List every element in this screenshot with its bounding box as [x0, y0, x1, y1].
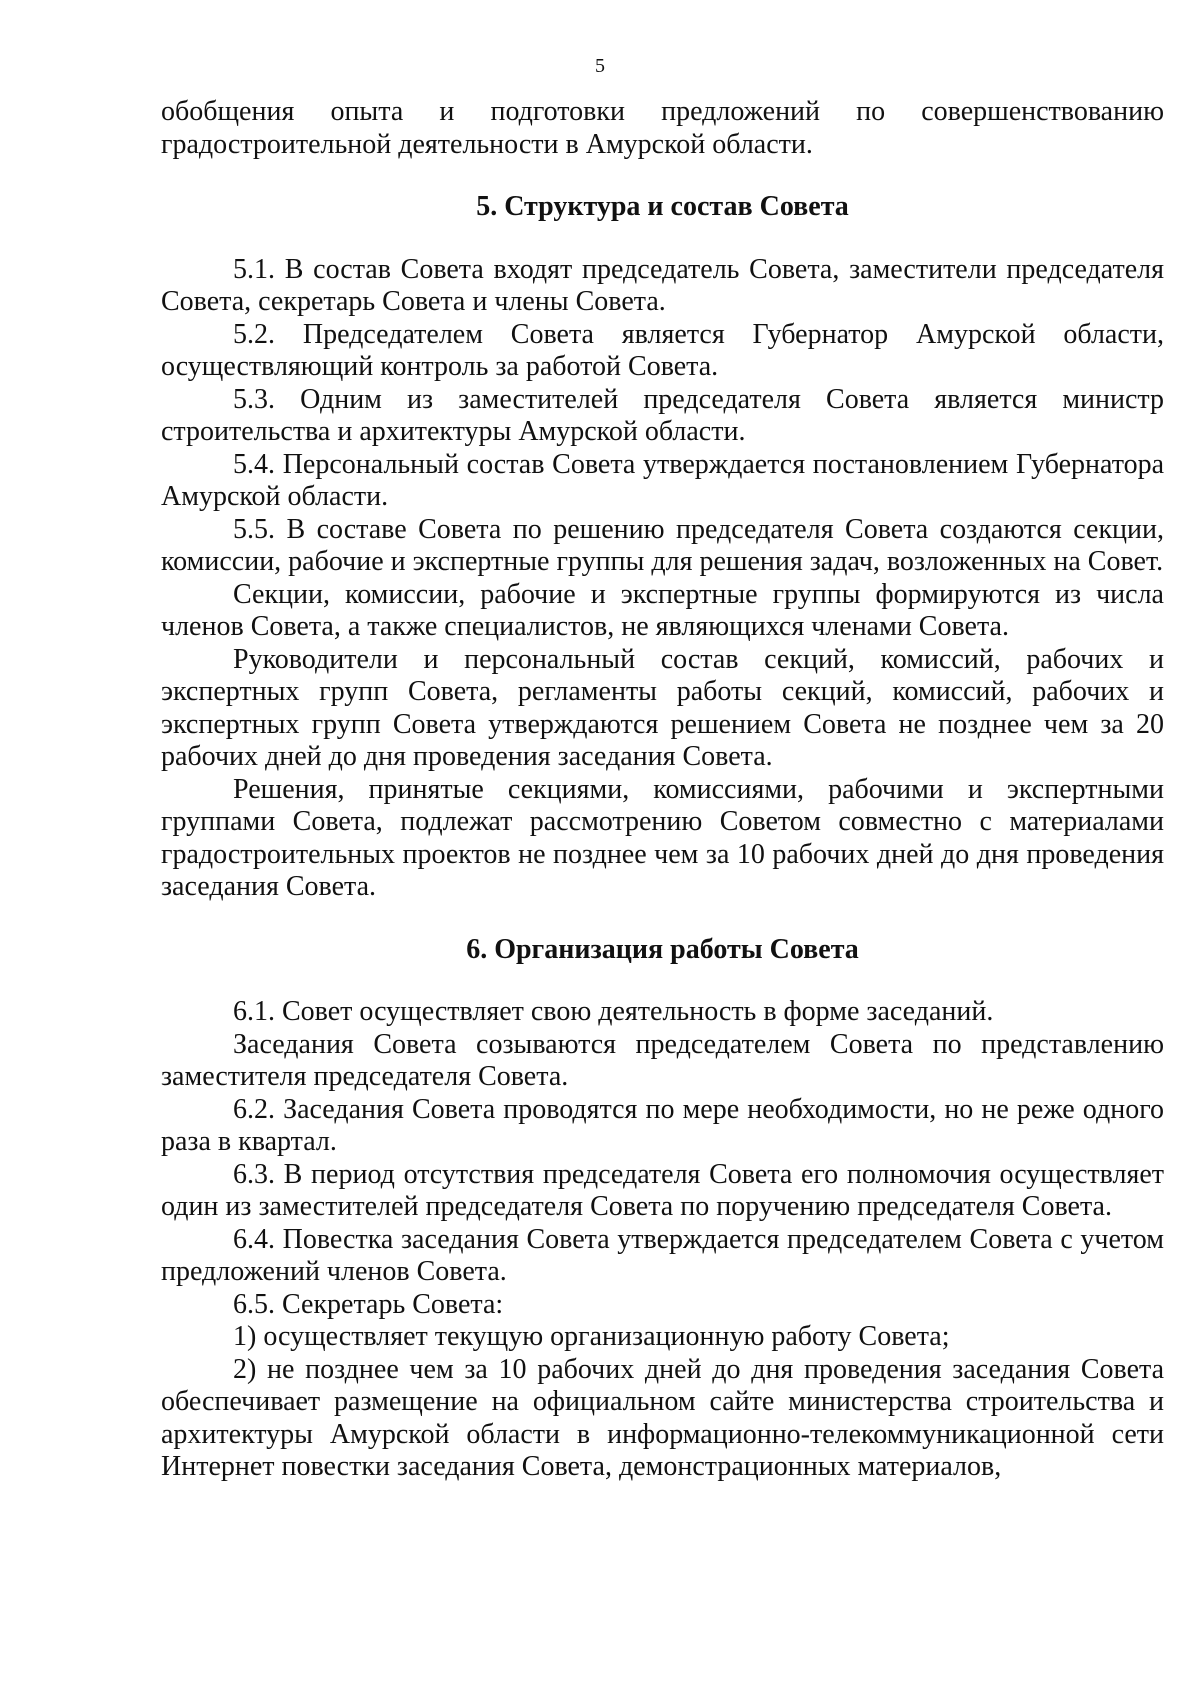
paragraph-5-5-leaders: Руководители и персональный состав секций, комиссий, рабочих и экспертных групп Совета, регламенты работы секций, комиссий, рабочих и экспертных групп Совета утверждаются решением Совета не позднее чем за 20 рабочих дней до дня проведения заседания Совета. [161, 643, 1164, 772]
paragraph-6-1: 6.1. Совет осуществляет свою деятельность в форме заседаний. [233, 996, 994, 1027]
paragraph-6-1-convening: Заседания Совета созываются председателем Совета по представлению заместителя председателя Совета. [161, 1028, 1164, 1092]
section-heading-6: 6. Организация работы Совета [466, 933, 859, 965]
list-item-6-5-2: 2) не позднее чем за 10 рабочих дней до дня проведения заседания Совета обеспечивает размещение на официальном сайте министерства строительства и архитектуры Амурской области в информационно-телекоммуникационной сети Интернет повестки заседания Совета, демонстрационных материалов, [161, 1353, 1164, 1482]
paragraph-continuation: обобщения опыта и подготовки предложений по совершенствованию градостроительной деятельности в Амурской области. [161, 96, 1164, 160]
section-heading-5: 5. Структура и состав Совета [476, 191, 849, 222]
paragraph-6-2: 6.2. Заседания Совета проводятся по мере необходимости, но не реже одного раза в квартал. [161, 1093, 1164, 1157]
paragraph-6-4: 6.4. Повестка заседания Совета утверждается председателем Совета с учетом предложений членов Совета. [161, 1223, 1164, 1287]
paragraph-5-5-decisions: Решения, принятые секциями, комиссиями, рабочими и экспертными группами Совета, подлежат рассмотрению Советом совместно с материалами градостроительных проектов не позднее чем за 10 рабочих дней до дня проведения заседания Совета. [161, 773, 1164, 902]
paragraph-5-1: 5.1. В состав Совета входят председатель Совета, заместители председателя Совета, секретарь Совета и члены Совета. [161, 253, 1164, 317]
paragraph-5-5-sections: Секции, комиссии, рабочие и экспертные группы формируются из числа членов Совета, а также специалистов, не являющихся членами Совета. [161, 578, 1164, 642]
paragraph-5-3: 5.3. Одним из заместителей председателя Совета является министр строительства и архитектуры Амурской области. [161, 383, 1164, 447]
paragraph-6-5: 6.5. Секретарь Совета: [233, 1288, 504, 1320]
paragraph-5-4: 5.4. Персональный состав Совета утверждается постановлением Губернатора Амурской области. [161, 448, 1164, 512]
paragraph-6-3: 6.3. В период отсутствия председателя Совета его полномочия осуществляет один из заместителей председателя Совета по поручению председателя Совета. [161, 1158, 1164, 1222]
document-body [161, 96, 1164, 1484]
paragraph-5-2: 5.2. Председателем Совета является Губернатор Амурской области, осуществляющий контроль за работой Совета. [161, 318, 1164, 382]
list-item-6-5-1: 1) осуществляет текущую организационную работу Совета; [233, 1321, 950, 1352]
paragraph-5-5: 5.5. В составе Совета по решению председателя Совета создаются секции, комиссии, рабочие и экспертные группы для решения задач, возложенных на Совет. [161, 513, 1164, 577]
page-number: 5 [595, 55, 605, 77]
